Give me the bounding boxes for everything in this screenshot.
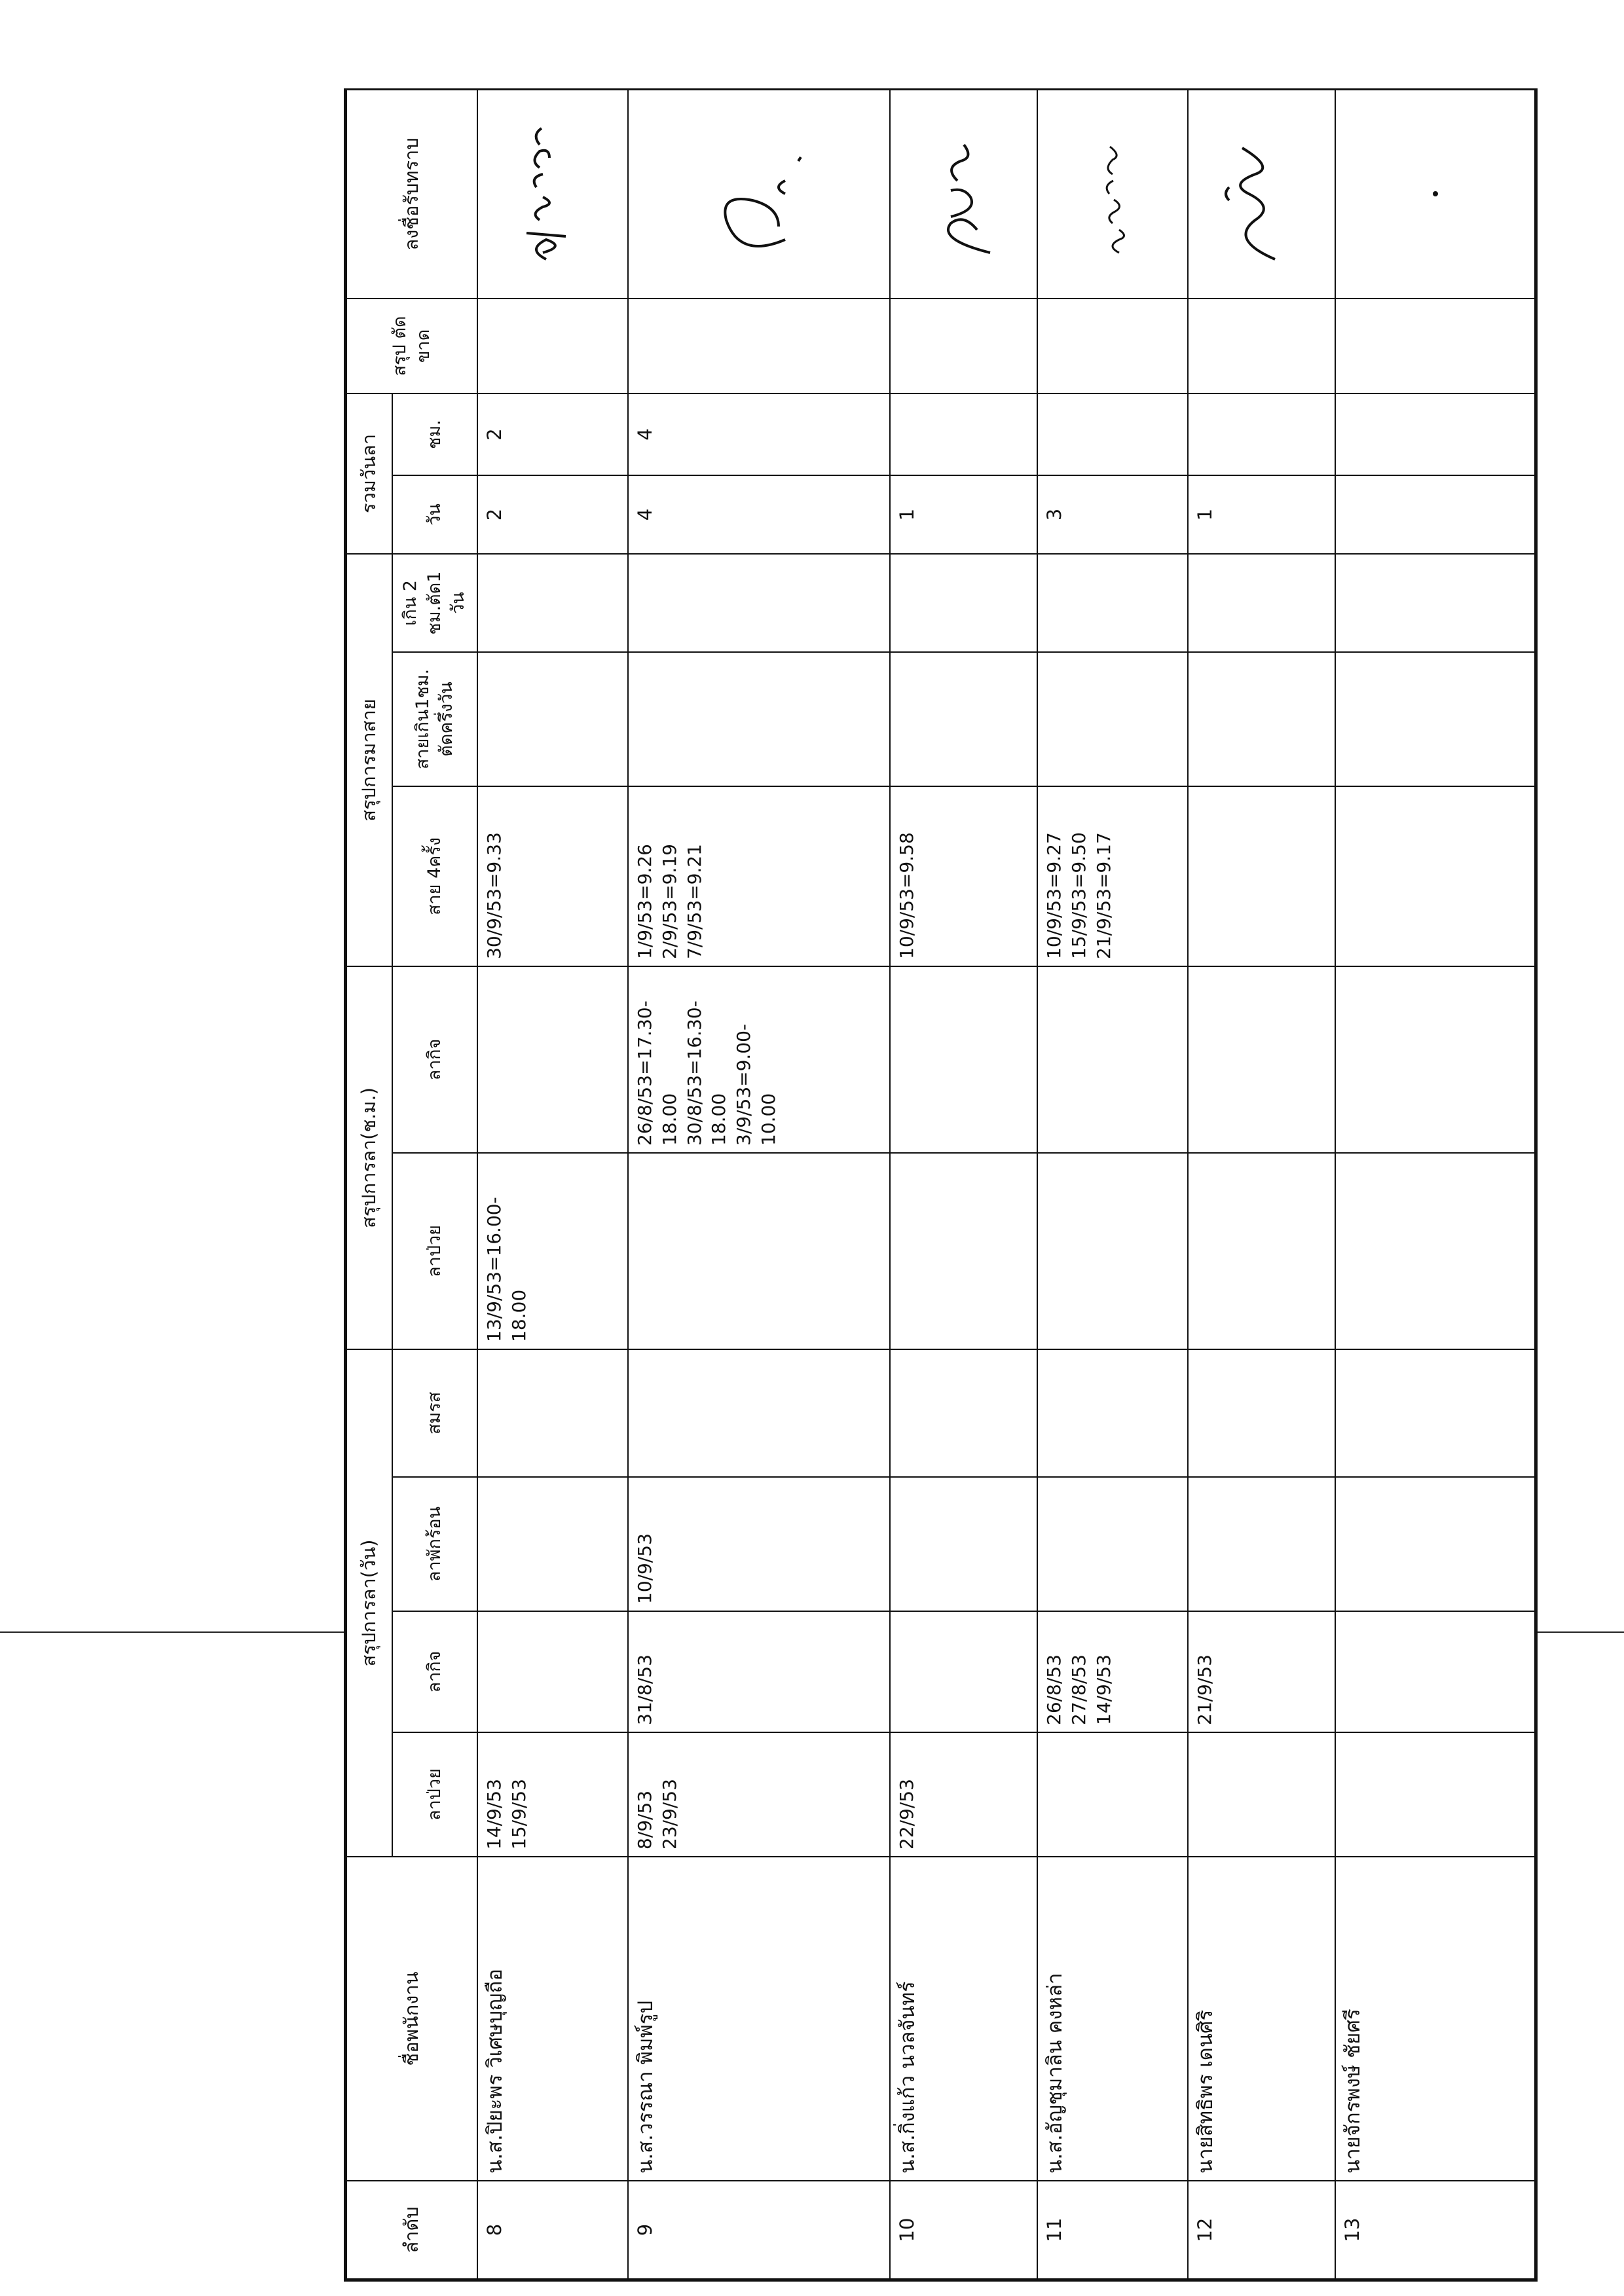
late-over-hour [1037, 652, 1188, 786]
personal-days [1335, 1611, 1535, 1732]
sick-hours [890, 1153, 1037, 1349]
header-sick-hours: ลาป่วย [392, 1153, 477, 1349]
summary [628, 299, 890, 393]
vacation-days [477, 1477, 628, 1611]
table-row [1335, 90, 1535, 2279]
personal-days: 21/9/53 [1188, 1611, 1335, 1732]
personal-hours [1335, 966, 1535, 1153]
signature-cell [1037, 90, 1188, 299]
summary [890, 299, 1037, 393]
row-no: 10 [890, 2181, 1037, 2279]
scan-line-left [0, 1631, 344, 1633]
summary [477, 299, 628, 393]
late-over-hour [477, 652, 628, 786]
summary [1188, 299, 1335, 393]
marriage-days [628, 1349, 890, 1477]
row-no: 11 [1037, 2181, 1188, 2279]
employee-name: น.ส.วรรณา พิมพ์รูป [628, 1857, 890, 2181]
employee-name: น.ส.ปิยะพร วิเศษบุญถือ [477, 1857, 628, 2181]
header-no: ลำดับ [346, 2181, 477, 2279]
late-4: 10/9/53=9.58 [890, 786, 1037, 966]
sick-hours [1188, 1153, 1335, 1349]
late-over-hour [890, 652, 1037, 786]
late-4: 1/9/53=9.26 2/9/53=9.19 7/9/53=9.21 [628, 786, 890, 966]
personal-hours: 26/8/53=17.30- 18.00 30/8/53=16.30- 18.00 3/9/53=9.00- 10.00 [628, 966, 890, 1153]
signature-cell [477, 90, 628, 299]
header-vacation: ลาพักร้อน [392, 1477, 477, 1611]
marriage-days [1188, 1349, 1335, 1477]
sick-hours [1037, 1153, 1188, 1349]
total-days: 1 [890, 475, 1037, 554]
header-name: ชื่อพนักงาน [346, 1857, 477, 2181]
row-no: 13 [1335, 2181, 1535, 2279]
late-4: 10/9/53=9.27 15/9/53=9.50 21/9/53=9.17 [1037, 786, 1188, 966]
handwritten-signature-icon [1073, 109, 1152, 279]
row-no: 9 [628, 2181, 890, 2279]
total-days: 2 [477, 475, 628, 554]
marriage-days [1037, 1349, 1188, 1477]
personal-hours [890, 966, 1037, 1153]
total-hours: 4 [628, 393, 890, 475]
vacation-days: 10/9/53 [628, 1477, 890, 1611]
sick-days [1335, 1732, 1535, 1857]
sick-days: 22/9/53 [890, 1732, 1037, 1857]
personal-days [890, 1611, 1037, 1732]
late-over-hour [1335, 652, 1535, 786]
table-row [1037, 90, 1188, 2279]
sick-days [1188, 1732, 1335, 1857]
ink-dot-icon [1422, 181, 1449, 207]
header-over-2: เกิน 2 ชม.ตัด1 วัน [392, 554, 477, 652]
header-leave-days: สรุปการลา(วัน) [346, 1349, 392, 1857]
header-row-1 [346, 90, 392, 2279]
signature-cell [1188, 90, 1335, 299]
employee-name: น.ส.กิ่งแก้ว นวลจันทร์ [890, 1857, 1037, 2181]
handwritten-signature-icon [687, 109, 831, 279]
header-total: รวมวันลา [346, 393, 392, 554]
header-summary: สรุป ตัด ขาด [346, 299, 477, 393]
header-marriage: สมรส [392, 1349, 477, 1477]
header-late-4: สาย 4ครั้ง [392, 786, 477, 966]
over-2-hours [1335, 554, 1535, 652]
total-hours: 2 [477, 393, 628, 475]
personal-days: 26/8/53 27/8/53 14/9/53 [1037, 1611, 1188, 1732]
signature-cell [1335, 90, 1535, 299]
vacation-days [1188, 1477, 1335, 1611]
marriage-days [477, 1349, 628, 1477]
row-no: 12 [1188, 2181, 1335, 2279]
marriage-days [1335, 1349, 1535, 1477]
leave-summary-sheet [344, 88, 1538, 2282]
sick-hours [1335, 1153, 1535, 1349]
handwritten-signature-icon [912, 109, 1016, 279]
vacation-days [1335, 1477, 1535, 1611]
header-sick: ลาป่วย [392, 1732, 477, 1857]
signature-cell [890, 90, 1037, 299]
total-days: 3 [1037, 475, 1188, 554]
total-hours [1037, 393, 1188, 475]
personal-days [477, 1611, 628, 1732]
total-hours [1335, 393, 1535, 475]
over-2-hours [890, 554, 1037, 652]
summary [1037, 299, 1188, 393]
rotated-table-wrapper [346, 90, 1536, 2280]
scan-line-right [1538, 1631, 1624, 1633]
personal-hours [477, 966, 628, 1153]
total-days [1335, 475, 1535, 554]
late-over-hour [628, 652, 890, 786]
over-2-hours [1037, 554, 1188, 652]
signature-cell [628, 90, 890, 299]
sick-days: 8/9/53 23/9/53 [628, 1732, 890, 1857]
total-days: 4 [628, 475, 890, 554]
employee-name: นายสิทธิพร เดนศิริ [1188, 1857, 1335, 2181]
header-hour: ชม. [392, 393, 477, 475]
sick-hours [628, 1153, 890, 1349]
table-row [1188, 90, 1335, 2279]
marriage-days [890, 1349, 1037, 1477]
total-hours [1188, 393, 1335, 475]
table-row [477, 90, 628, 2279]
personal-hours [1188, 966, 1335, 1153]
late-4 [1335, 786, 1535, 966]
over-2-hours [477, 554, 628, 652]
header-late-over-hour: สายเกิน1ชม. ตัดครึ่งวัน [392, 652, 477, 786]
vacation-days [890, 1477, 1037, 1611]
late-4: 30/9/53=9.33 [477, 786, 628, 966]
handwritten-signature-icon [500, 109, 605, 279]
table-row [890, 90, 1037, 2279]
header-late: สรุปการมาสาย [346, 554, 392, 966]
header-sign: ลงชื่อรับทราบ [346, 90, 477, 299]
table-row [628, 90, 890, 2279]
employee-name: นายจักรพงษ์ ชัยศรี [1335, 1857, 1535, 2181]
total-days: 1 [1188, 475, 1335, 554]
total-hours [890, 393, 1037, 475]
sick-hours: 13/9/53=16.00- 18.00 [477, 1153, 628, 1349]
sick-days: 14/9/53 15/9/53 [477, 1732, 628, 1857]
header-personal: ลากิจ [392, 1611, 477, 1732]
over-2-hours [628, 554, 890, 652]
summary [1335, 299, 1535, 393]
header-day: วัน [392, 475, 477, 554]
row-no: 8 [477, 2181, 628, 2279]
leave-summary-table [346, 89, 1536, 2280]
over-2-hours [1188, 554, 1335, 652]
late-4 [1188, 786, 1335, 966]
employee-name: น.ส.อัญชุมาลิน คงหล่า [1037, 1857, 1188, 2181]
personal-hours [1037, 966, 1188, 1153]
vacation-days [1037, 1477, 1188, 1611]
personal-days: 31/8/53 [628, 1611, 890, 1732]
header-leave-hours: สรุปการลา(ช.ม.) [346, 966, 392, 1349]
sick-days [1037, 1732, 1188, 1857]
late-over-hour [1188, 652, 1335, 786]
handwritten-signature-icon [1203, 109, 1321, 279]
header-personal-hours: ลากิจ [392, 966, 477, 1153]
